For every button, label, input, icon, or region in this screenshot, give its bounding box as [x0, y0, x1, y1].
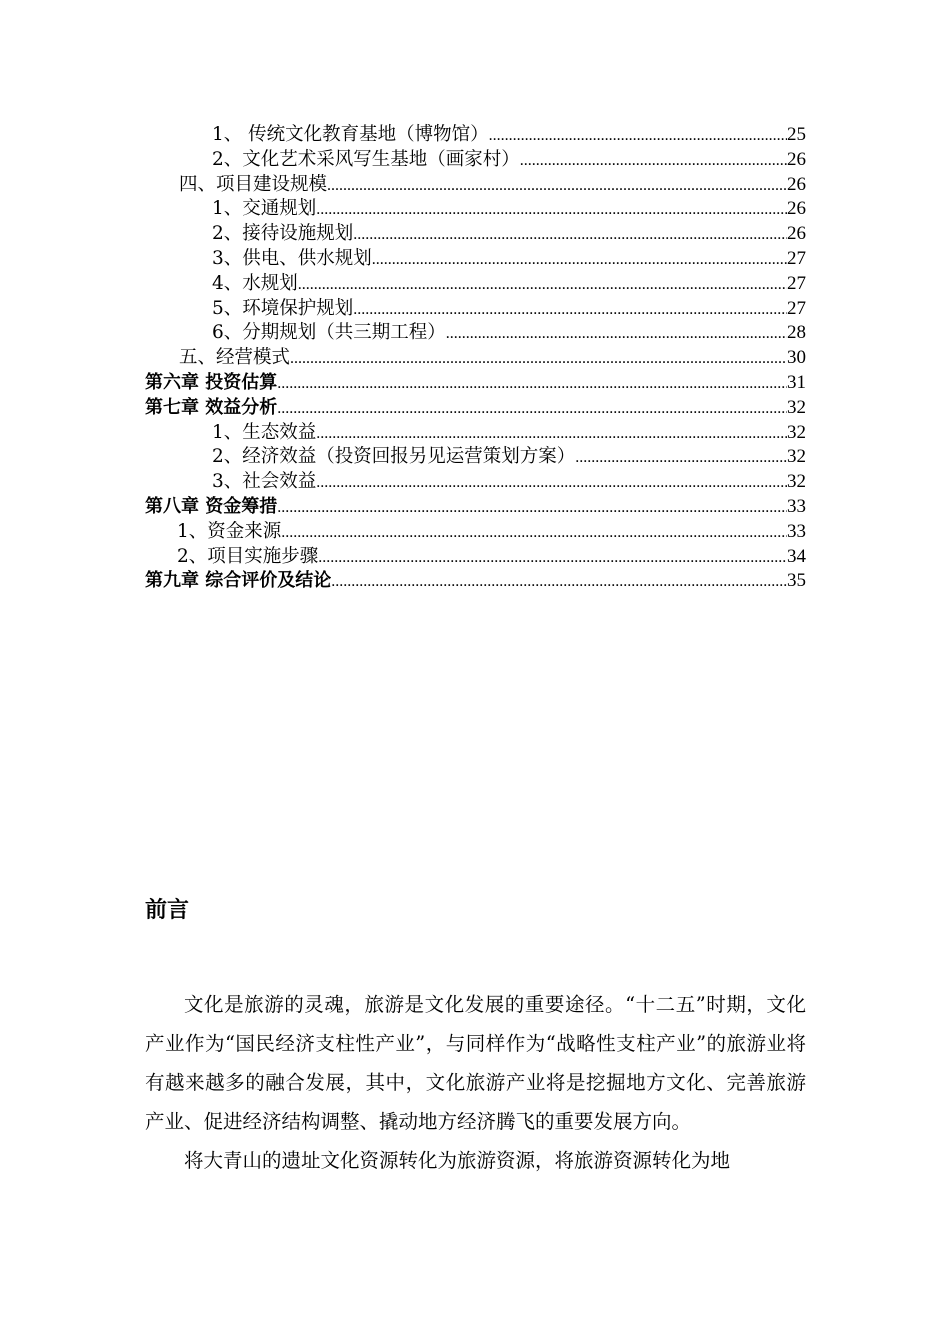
toc-entry-label: 3、供电、供水规划: [212, 247, 372, 269]
preface-paragraph: 文化是旅游的灵魂，旅游是文化发展的重要途径。“十二五”时期，文化产业作为“国民经济支柱性产业”，与同样作为“战略性支柱产业”的旅游业将有越来越多的融合发展，其中，文化旅游产业将是挖掘地方文化、完善旅游产业、促进经济结构调整、撬动地方经济腾飞的重要发展方向。: [145, 993, 806, 1133]
toc-dot-leader: [281, 521, 787, 546]
toc-page-number: 35: [787, 570, 806, 592]
toc-entry-label: 6、分期规划（共三期工程）: [212, 322, 446, 344]
toc-entry-label: 2、接待设施规划: [212, 223, 354, 245]
toc-entry-label: 2、经济效益（投资回报另见运营策划方案）: [212, 446, 576, 468]
toc-entry[interactable]: [145, 470, 806, 495]
toc-page-number: 27: [787, 297, 806, 319]
toc-entry-label: 四、项目建设规模: [179, 173, 328, 195]
toc-dot-leader: [520, 149, 787, 174]
toc-entry[interactable]: [145, 173, 806, 198]
preface-heading: 前言: [145, 898, 190, 923]
toc-entry[interactable]: [145, 123, 806, 148]
toc-entry-label: 1、生态效益: [212, 421, 317, 443]
toc-page-number: 32: [787, 421, 806, 443]
toc-chapter-entry[interactable]: [145, 371, 806, 396]
toc-entry[interactable]: [145, 321, 806, 346]
toc-entry-label: 2、项目实施步骤: [177, 545, 319, 567]
toc-page-number: 28: [787, 322, 806, 344]
toc-entry[interactable]: [145, 148, 806, 173]
toc-page-number: 27: [787, 247, 806, 269]
toc-dot-leader: [446, 322, 787, 347]
toc-page-number: 25: [787, 124, 806, 145]
toc-dot-leader: [353, 223, 787, 248]
toc-entry[interactable]: [145, 346, 806, 371]
toc-entry-label: 五、经营模式: [179, 347, 291, 369]
toc-dot-leader: [327, 174, 787, 199]
toc-entry[interactable]: [145, 272, 806, 297]
toc-page-number: 32: [787, 471, 806, 493]
toc-entry-label: 1、交通规划: [212, 198, 317, 220]
toc-chapter-entry[interactable]: [145, 569, 806, 594]
toc-dot-leader: [290, 347, 787, 372]
toc-entry[interactable]: [145, 545, 806, 570]
toc-entry[interactable]: [145, 520, 806, 545]
toc-dot-leader: [489, 124, 787, 149]
toc-dot-leader: [316, 198, 787, 223]
toc-entry[interactable]: [145, 247, 806, 272]
toc-entry-label: 第七章 效益分析: [145, 396, 278, 418]
toc-page-number: 30: [787, 347, 806, 369]
toc-entry-label: 第八章 资金筹措: [145, 495, 278, 517]
toc-entry-label: 1、资金来源: [177, 520, 282, 542]
toc-dot-leader: [277, 372, 787, 397]
toc-page-number: 26: [787, 198, 806, 220]
toc-page-number: 32: [787, 446, 806, 468]
toc-dot-leader: [277, 496, 787, 521]
toc-entry[interactable]: [145, 445, 806, 470]
toc-page-number: 34: [787, 545, 806, 567]
toc-dot-leader: [575, 446, 787, 471]
toc-entry[interactable]: [145, 297, 806, 322]
table-of-contents: [145, 123, 806, 594]
preface-body: [145, 985, 806, 1180]
toc-entry-label: 第九章 综合评价及结论: [145, 570, 332, 592]
toc-page-number: 26: [787, 173, 806, 195]
toc-entry-label: 1、 传统文化教育基地（博物馆）: [212, 124, 489, 145]
toc-dot-leader: [316, 422, 787, 447]
preface-paragraph: 将大青山的遗址文化资源转化为旅游资源，将旅游资源转化为地: [184, 1149, 731, 1172]
toc-page-number: 26: [787, 223, 806, 245]
toc-entry-label: 2、文化艺术采风写生基地（画家村）: [212, 148, 520, 170]
toc-entry[interactable]: [145, 421, 806, 446]
toc-entry-label: 第六章 投资估算: [145, 371, 278, 393]
toc-entry[interactable]: [145, 197, 806, 222]
toc-entry-label: 4、水规划: [212, 272, 298, 294]
toc-dot-leader: [298, 273, 787, 298]
toc-page-number: 27: [787, 272, 806, 294]
toc-chapter-entry[interactable]: [145, 495, 806, 520]
toc-chapter-entry[interactable]: [145, 396, 806, 421]
toc-dot-leader: [318, 546, 787, 571]
toc-page-number: 33: [787, 520, 806, 542]
toc-dot-leader: [316, 471, 787, 496]
toc-page-number: 26: [787, 148, 806, 170]
toc-page-number: 32: [787, 396, 806, 418]
toc-entry-label: 5、环境保护规划: [212, 297, 354, 319]
toc-entry-label: 3、社会效益: [212, 471, 317, 493]
toc-dot-leader: [331, 570, 787, 595]
toc-dot-leader: [372, 248, 787, 273]
toc-dot-leader: [353, 298, 787, 323]
toc-entry[interactable]: [145, 222, 806, 247]
toc-page-number: 33: [787, 495, 806, 517]
toc-page-number: 31: [787, 371, 806, 393]
toc-dot-leader: [277, 397, 787, 422]
